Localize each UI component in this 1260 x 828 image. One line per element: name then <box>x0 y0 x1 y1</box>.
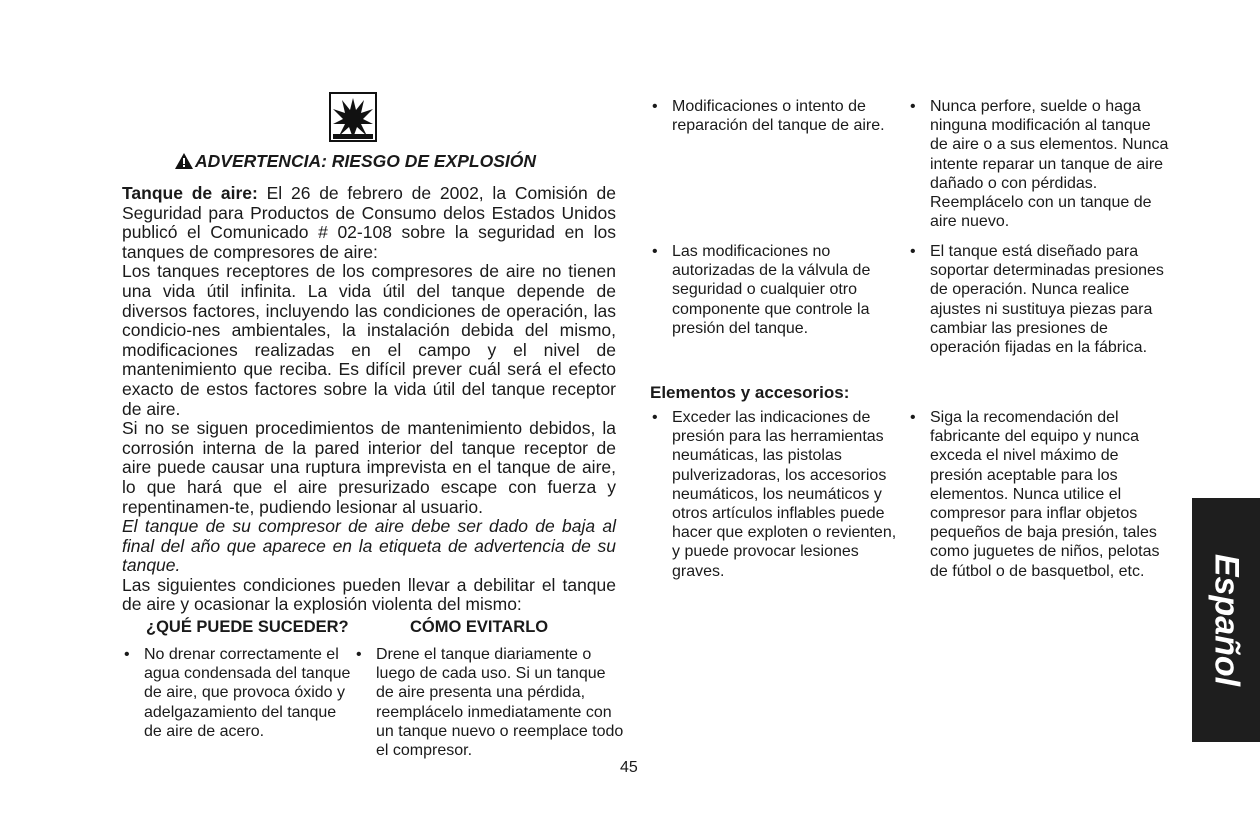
list-item: • Las modificaciones no autorizadas de la válvula de seguridad o cualquier otro componente que controle la presión del tanque. <box>650 242 908 338</box>
paragraph-1: Los tanques receptores de los compresores de aire no tienen una vida útil infinita. La vida útil del tanque depende de diversos factores, incluyendo las condiciones de operación, las condicio-nes ambientales, la instalación debida del mismo, modificaciones realizadas en el campo y el nivel de mantenimiento que reciba. Es difícil prever cuál será el efecto exacto de estos factores sobre la vida útil del tanque receptor de aire. <box>122 261 616 419</box>
list-item: • Siga la recomendación del fabricante del equipo y nunca exceda el nivel máximo de presión aceptable para los elementos. Nunca utilice el compresor para inflar objetos pequeños de baja presión, tales como juguetes de niños, pelotas de fútbol o de basquetbol, etc. <box>908 408 1170 581</box>
how-list-1 <box>354 645 624 760</box>
paragraph-3: El tanque de su compresor de aire debe ser dado de baja al final del año que aparece en la etiqueta de advertencia de su tanque. <box>122 516 616 576</box>
paragraph-4: Las siguientes condiciones pueden llevar a debilitar el tanque de aire y ocasionar la explosión violenta del mismo: <box>122 574 616 615</box>
how-list-2 <box>908 97 1170 231</box>
intro-label: Tanque de aire: <box>122 183 258 203</box>
list-item: • Modificaciones o intento de reparación del tanque de aire. <box>650 97 908 135</box>
list-item: • El tanque está diseñado para soportar determinadas presiones de operación. Nunca realice ajustes ni sustituya piezas para cambiar las presiones de operación fijadas en la fábrica. <box>908 242 1170 357</box>
what-list-4 <box>650 408 908 581</box>
paragraph-2: Si no se siguen procedimientos de mantenimiento debidos, la corrosión interna de la pared interior del tanque receptor de aire puede causar una ruptura imprevista en el tanque de aire, lo que hará que el aire presurizado escape con fuerza y repentinamen-te, pudiendo lesionar al usuario. <box>122 418 616 517</box>
left-column <box>122 184 616 615</box>
language-tab <box>1192 498 1260 742</box>
page-number: 45 <box>620 759 638 776</box>
language-tab-label: Español <box>1207 553 1246 687</box>
list-item: • No drenar correctamente el agua condensada del tanque de aire, que provoca óxido y adelgazamiento del tanque de aire de acero. <box>122 645 354 741</box>
intro-text: El 26 de febrero de 2002, la Comisión de Seguridad para Productos de Consumo delos Estados Unidos publicó el Comunicado # 02-108 sobre la seguridad en los tanques de compresores de aire: <box>122 183 616 262</box>
list-item: • Exceder las indicaciones de presión para las herramientas neumáticas, las pistolas pulverizadoras, los accesorios neumáticos, los neumáticos y otros artículos inflables puede hacer que exploten o revienten, y puede provocar lesiones graves. <box>650 408 908 581</box>
intro-paragraph <box>122 184 616 262</box>
what-list-3 <box>650 242 908 338</box>
what-list-1 <box>122 645 354 741</box>
how-list-3 <box>908 242 1170 357</box>
warning-title: ADVERTENCIA: RIESGO DE EXPLOSIÓN <box>175 151 535 171</box>
alert-triangle-icon <box>175 153 193 169</box>
what-list-2 <box>650 97 908 135</box>
heading-what-can-happen: ¿QUÉ PUEDE SUCEDER? <box>146 618 349 636</box>
heading-how-to-avoid: CÓMO EVITARLO <box>410 618 549 636</box>
elements-heading: Elementos y accesorios: <box>650 383 850 402</box>
list-item: • Nunca perfore, suelde o haga ninguna modificación al tanque de aire o a sus elementos. Nunca intente reparar un tanque de aire dañado o con pérdidas. Reemplácelo con un tanque de aire nuevo. <box>908 97 1170 231</box>
how-list-4 <box>908 408 1170 581</box>
explosion-icon <box>329 92 377 142</box>
list-item: • Drene el tanque diariamente o luego de cada uso. Si un tanque de aire presenta una pérdida, reemplácelo inmediatamente con un tanque nuevo o reemplace todo el compresor. <box>354 645 624 760</box>
